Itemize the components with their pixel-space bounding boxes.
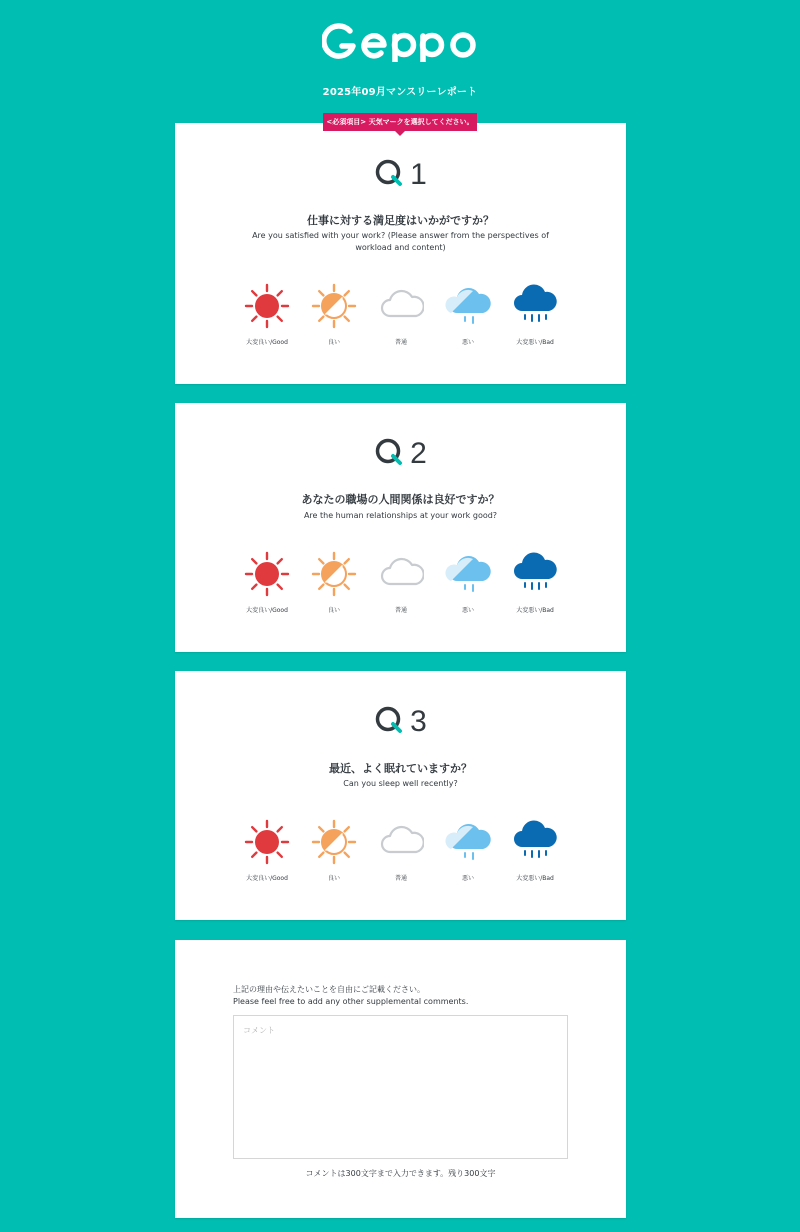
q-letter-icon [374, 705, 404, 739]
weather-option-4[interactable] [433, 283, 503, 346]
cloud-icon [366, 819, 436, 865]
weather-option-label: 悪い [461, 339, 474, 346]
weather-options [225, 551, 615, 621]
weather-option-4[interactable] [433, 819, 503, 882]
weather-option-label: 普通 [394, 875, 407, 882]
sun-half-icon [299, 819, 369, 865]
required-badge: <必須項目> 天気マークを選択してください。 [323, 113, 477, 131]
weather-option-label: 悪い [461, 607, 474, 614]
weather-options [225, 819, 615, 889]
cloud-icon [366, 283, 436, 329]
weather-option-1[interactable] [232, 819, 302, 882]
sun-half-icon [299, 551, 369, 597]
weather-option-5[interactable] [500, 551, 570, 614]
weather-option-2[interactable] [299, 551, 369, 614]
comment-char-count: コメントは300文字まで入力できます。残り300文字 [305, 1169, 496, 1178]
comment-prompt [233, 984, 468, 1008]
question-card-1 [175, 123, 626, 384]
cloud-icon [366, 551, 436, 597]
weather-option-label: 大変悪い/Bad [516, 339, 554, 346]
cloud-rain-icon [433, 283, 503, 329]
weather-option-label: 悪い [461, 875, 474, 882]
q-letter-icon [374, 437, 404, 471]
weather-option-label: 大変悪い/Bad [516, 875, 554, 882]
weather-option-3[interactable] [366, 819, 436, 882]
weather-option-label: 良い [327, 875, 340, 882]
comment-card [175, 940, 626, 1218]
comment-prompt-en: Please feel free to add any other supplemental comments. [233, 997, 469, 1006]
weather-option-2[interactable] [299, 819, 369, 882]
weather-option-1[interactable] [232, 283, 302, 346]
weather-options [225, 283, 615, 353]
question-number-digit: 1 [410, 158, 427, 191]
weather-option-label: 大変良い/Good [246, 875, 288, 882]
comment-textarea[interactable] [233, 1015, 568, 1159]
question-number [175, 437, 626, 471]
weather-option-label: 普通 [394, 607, 407, 614]
heavy-rain-icon [500, 283, 570, 329]
question-subtitle: Can you sleep well recently? [343, 779, 458, 788]
question-number [175, 158, 626, 192]
weather-option-3[interactable] [366, 551, 436, 614]
question-number-digit: 3 [410, 705, 427, 738]
weather-option-5[interactable] [500, 283, 570, 346]
header [0, 0, 800, 120]
comment-prompt-ja: 上記の理由や伝えたいことを自由にご記載ください。 [233, 985, 425, 994]
geppo-logo [300, 22, 500, 68]
weather-option-label: 良い [327, 607, 340, 614]
question-card-3 [175, 671, 626, 920]
question-card-2 [175, 403, 626, 652]
weather-option-label: 大変良い/Good [246, 607, 288, 614]
cloud-rain-icon [433, 819, 503, 865]
question-number-digit: 2 [410, 437, 427, 470]
weather-option-label: 大変悪い/Bad [516, 607, 554, 614]
heavy-rain-icon [500, 819, 570, 865]
cloud-rain-icon [433, 551, 503, 597]
weather-option-4[interactable] [433, 551, 503, 614]
question-title: あなたの職場の人間関係は良好ですか？ [301, 493, 500, 506]
q-letter-icon [374, 158, 404, 192]
sun-icon [232, 819, 302, 865]
question-title: 仕事に対する満足度はいかがですか？ [307, 214, 494, 227]
weather-option-label: 大変良い/Good [246, 339, 288, 346]
question-number [175, 705, 626, 739]
sun-half-icon [299, 283, 369, 329]
question-title: 最近、よく眠れていますか？ [329, 762, 472, 775]
report-title: 2025年09月マンスリーレポート [322, 87, 478, 98]
sun-icon [232, 551, 302, 597]
weather-option-2[interactable] [299, 283, 369, 346]
weather-option-5[interactable] [500, 819, 570, 882]
heavy-rain-icon [500, 551, 570, 597]
weather-option-3[interactable] [366, 283, 436, 346]
weather-option-label: 良い [327, 339, 340, 346]
sun-icon [232, 283, 302, 329]
question-subtitle: Are you satisfied with your work? (Please answer from the perspectives of workload and content) [252, 231, 549, 252]
weather-option-1[interactable] [232, 551, 302, 614]
weather-option-label: 普通 [394, 339, 407, 346]
question-subtitle: Are the human relationships at your work good? [303, 511, 498, 520]
